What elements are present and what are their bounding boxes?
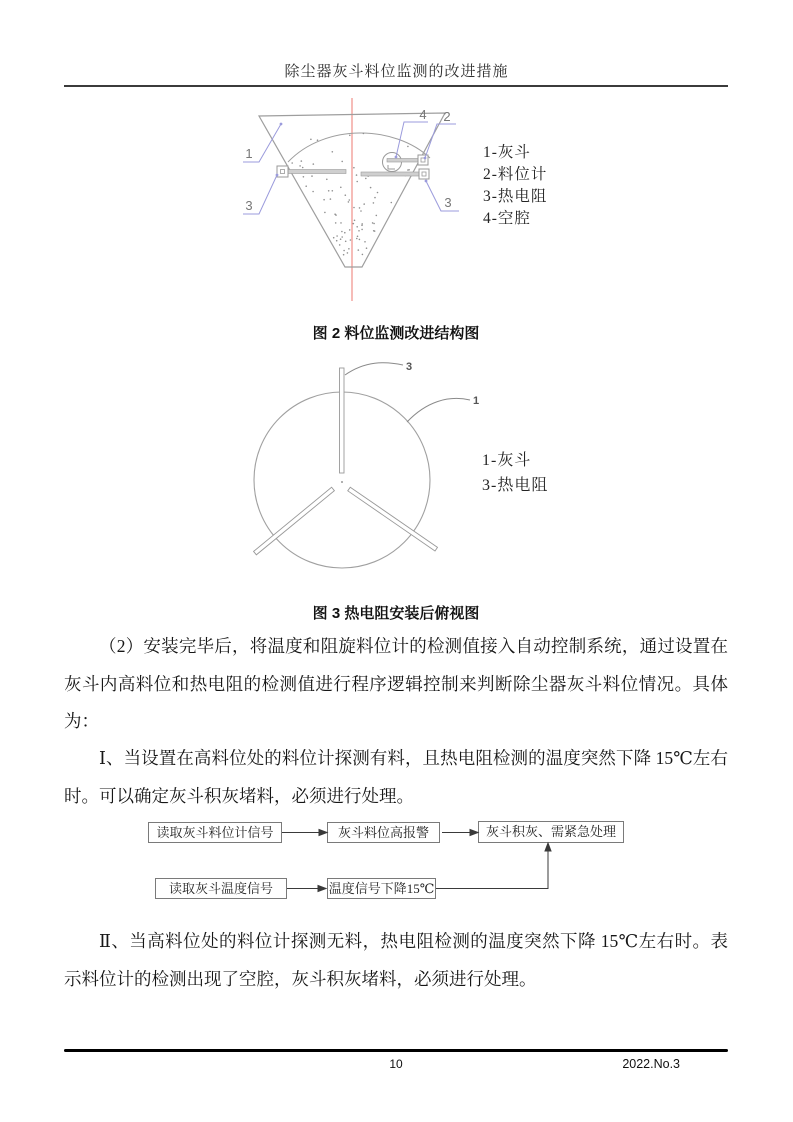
footer-rule — [64, 1049, 728, 1052]
flow-box-temp-drop: 温度信号下降15℃ — [327, 878, 436, 899]
fig3-label-thermistor: 3 — [406, 361, 413, 373]
fig2-label-cavity: 4 — [419, 107, 427, 122]
fig2-label-probe-left: 3 — [245, 198, 253, 213]
ash-dots — [291, 133, 410, 256]
leader-line — [345, 363, 403, 375]
figure2-hopper-diagram — [230, 95, 480, 317]
legend-item: 3-热电阻 — [483, 188, 548, 205]
thermistor-rod-top — [340, 368, 345, 473]
flow-box-urgent: 灰斗积灰、需紧急处理 — [478, 821, 624, 843]
legend-item: 3-热电阻 — [482, 477, 549, 494]
legend-item: 1-灰斗 — [482, 452, 532, 469]
footer-page-number: 10 — [389, 1057, 403, 1071]
flow-box-high-alarm: 灰斗料位高报警 — [327, 822, 440, 843]
footer-issue: 2022.No.3 — [622, 1057, 680, 1071]
thermistor-right-mount — [419, 169, 429, 179]
fig2-label-hopper: 1 — [245, 146, 253, 161]
flow-box-read-level: 读取灰斗料位计信号 — [148, 822, 282, 843]
figure3-caption: 图 3 热电阻安装后俯视图 — [312, 605, 480, 622]
level-gauge-mount — [418, 155, 428, 165]
material-surface-arc — [288, 133, 430, 162]
thermistor-left-bar — [288, 170, 346, 174]
figure3-legend — [482, 448, 548, 498]
page-header-title: 除尘器灰斗料位监测的改进措施 — [284, 64, 509, 80]
legend-item: 2-料位计 — [483, 166, 548, 183]
level-gauge-bar — [387, 159, 418, 163]
legend-item: 4-空腔 — [483, 210, 531, 227]
leader-line — [407, 398, 470, 422]
legend-item: 1-灰斗 — [483, 144, 531, 161]
thermistor-left-mount — [277, 166, 288, 177]
fig2-label-probe-right: 3 — [444, 195, 452, 210]
paragraph-case2: Ⅱ、当高料位处的料位计探测无料，热电阻检测的温度突然下降 15℃左右时。表示料位计的检测出现了空腔，灰斗积灰堵料，必须进行处理。 — [64, 931, 728, 989]
paragraph-install: （2）安装完毕后，将温度和阻旋料位计的检测值接入自动控制系统，通过设置在灰斗内高料位和热电阻的检测值进行程序逻辑控制来判断除尘器灰斗料位情况。具体为： — [64, 636, 728, 731]
thermistor-right-bar — [361, 172, 419, 176]
fig2-label-level-gauge: 2 — [443, 109, 451, 124]
flowchart-connectors — [130, 815, 680, 910]
fig3-label-hopper: 1 — [473, 395, 480, 407]
leader-lines — [243, 122, 459, 214]
figure2-caption: 图 2 料位监测改进结构图 — [312, 325, 480, 342]
thermistor-rod-left — [254, 487, 335, 555]
thermistor-rod-right — [348, 487, 438, 551]
paragraph-case1: Ⅰ、当设置在高料位处的料位计探测有料，且热电阻检测的温度突然下降 15℃左右时。可以确定灰斗积灰堵料，必须进行处理。 — [64, 748, 728, 806]
flow-box-read-temp: 读取灰斗温度信号 — [155, 878, 287, 899]
header-rule — [64, 85, 728, 87]
center-dot — [341, 481, 343, 483]
figure2-legend — [483, 142, 547, 230]
